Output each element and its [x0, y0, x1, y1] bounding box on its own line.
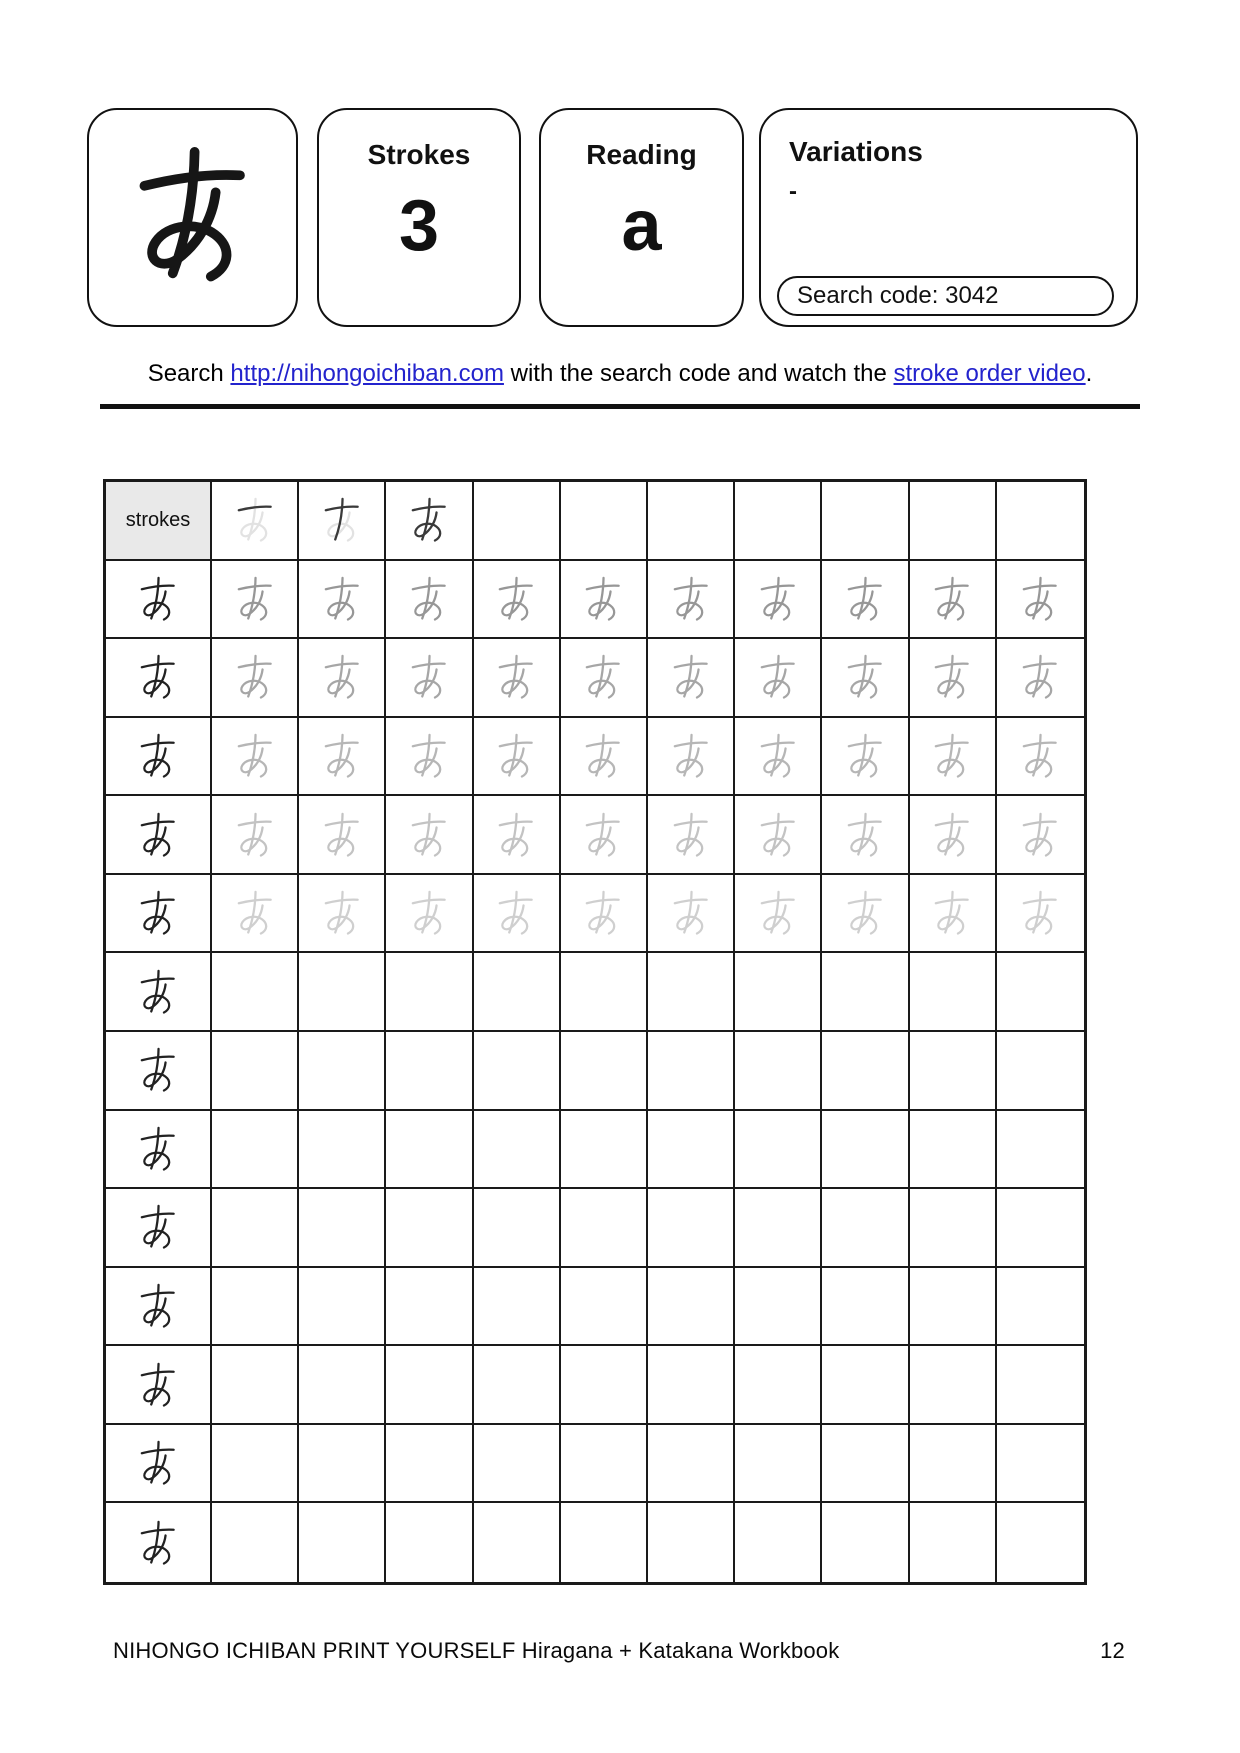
practice-cell	[997, 953, 1084, 1032]
practice-cell	[735, 1032, 822, 1111]
practice-cell	[735, 1346, 822, 1425]
section-divider	[100, 404, 1140, 409]
practice-cell	[997, 1425, 1084, 1504]
trace-character-cell	[910, 718, 997, 797]
kana-a-glyph	[751, 650, 805, 704]
practice-cell	[648, 1032, 735, 1111]
kana-a-glyph	[1013, 650, 1067, 704]
trace-character-cell	[910, 875, 997, 954]
kana-a-glyph	[1013, 886, 1067, 940]
trace-character-cell	[386, 561, 473, 640]
trace-character-cell	[997, 639, 1084, 718]
kana-a-glyph	[838, 808, 892, 862]
trace-character-cell	[299, 561, 386, 640]
practice-cell	[648, 1425, 735, 1504]
trace-character-cell	[386, 718, 473, 797]
kana-a-glyph	[315, 572, 369, 626]
model-character-cell	[106, 1268, 212, 1347]
kana-a-glyph	[228, 572, 282, 626]
practice-grid	[103, 479, 1087, 1585]
kana-a-glyph	[664, 572, 718, 626]
practice-cell	[910, 953, 997, 1032]
kana-a-glyph	[131, 886, 185, 940]
trace-character-cell	[910, 639, 997, 718]
trace-character-cell	[735, 875, 822, 954]
kana-a-glyph	[228, 650, 282, 704]
kana-a-glyph	[751, 886, 805, 940]
kana-a-glyph	[315, 493, 369, 547]
kana-a-glyph	[112, 134, 274, 296]
empty-cell	[997, 482, 1084, 561]
kana-a-glyph	[925, 808, 979, 862]
trace-character-cell	[561, 796, 648, 875]
practice-cell	[299, 1425, 386, 1504]
kana-a-glyph	[925, 729, 979, 783]
kana-a-glyph	[576, 808, 630, 862]
trace-character-cell	[648, 718, 735, 797]
trace-character-cell	[474, 796, 561, 875]
practice-cell	[735, 1268, 822, 1347]
practice-cell	[474, 1425, 561, 1504]
kana-a-glyph	[402, 572, 456, 626]
kana-a-glyph	[489, 886, 543, 940]
kana-a-glyph	[131, 1436, 185, 1490]
model-character-cell	[106, 1189, 212, 1268]
kana-a-glyph	[489, 808, 543, 862]
trace-character-cell	[997, 718, 1084, 797]
practice-cell	[561, 1032, 648, 1111]
kana-a-glyph	[664, 729, 718, 783]
practice-cell	[561, 953, 648, 1032]
practice-cell	[386, 1268, 473, 1347]
practice-cell	[997, 1189, 1084, 1268]
practice-cell	[212, 1032, 299, 1111]
variations-value: -	[789, 178, 797, 205]
trace-character-cell	[474, 561, 561, 640]
reading-value: a	[621, 185, 662, 266]
trace-character-cell	[212, 796, 299, 875]
kana-a-glyph	[131, 650, 185, 704]
model-character-cell	[106, 796, 212, 875]
workbook-title: NIHONGO ICHIBAN PRINT YOURSELF Hiragana + Katakana Workbook	[113, 1638, 840, 1663]
empty-cell	[735, 482, 822, 561]
stroke-hint-cell-2	[299, 482, 386, 561]
model-character-cell	[106, 1503, 212, 1582]
practice-cell	[386, 1346, 473, 1425]
nihongoichiban-link[interactable]: http://nihongoichiban.com	[230, 360, 504, 387]
practice-cell	[299, 1111, 386, 1190]
kana-a-glyph	[838, 572, 892, 626]
kana-a-glyph	[838, 886, 892, 940]
practice-cell	[822, 1268, 909, 1347]
trace-character-cell	[212, 561, 299, 640]
practice-cell	[299, 1189, 386, 1268]
kana-a-glyph	[751, 729, 805, 783]
kana-a-glyph	[131, 729, 185, 783]
kana-a-glyph	[131, 1043, 185, 1097]
practice-cell	[299, 1503, 386, 1582]
empty-cell	[910, 482, 997, 561]
model-character-cell	[106, 561, 212, 640]
kana-a-glyph	[131, 572, 185, 626]
practice-cell	[561, 1189, 648, 1268]
kana-a-glyph	[228, 729, 282, 783]
practice-cell	[212, 1425, 299, 1504]
model-character-cell	[106, 1346, 212, 1425]
practice-cell	[212, 1503, 299, 1582]
model-character-cell	[106, 1111, 212, 1190]
practice-cell	[997, 1346, 1084, 1425]
kana-a-glyph	[131, 808, 185, 862]
practice-cell	[910, 1032, 997, 1111]
kana-a-glyph	[315, 808, 369, 862]
practice-cell	[212, 1189, 299, 1268]
model-character-cell	[106, 1032, 212, 1111]
strokes-value: 3	[398, 185, 440, 266]
kana-a-glyph	[131, 965, 185, 1019]
kana-a-glyph	[489, 650, 543, 704]
kana-a-glyph	[131, 1200, 185, 1254]
strokes-label-cell: strokes	[106, 482, 212, 561]
page-footer	[113, 1638, 1125, 1664]
variations-label: Variations	[789, 136, 923, 167]
empty-cell	[561, 482, 648, 561]
kana-a-glyph	[838, 650, 892, 704]
kana-a-glyph	[131, 1516, 185, 1570]
model-character-cell	[106, 639, 212, 718]
kana-a-glyph	[576, 572, 630, 626]
kana-a-glyph	[751, 808, 805, 862]
kana-a-glyph	[315, 729, 369, 783]
instruction-prefix: Search	[147, 360, 231, 387]
trace-character-cell	[386, 875, 473, 954]
kana-a-glyph	[1013, 572, 1067, 626]
practice-cell	[212, 1111, 299, 1190]
kana-a-glyph	[576, 650, 630, 704]
trace-character-cell	[910, 561, 997, 640]
practice-cell	[822, 1503, 909, 1582]
practice-cell	[386, 1111, 473, 1190]
kana-a-glyph	[131, 1279, 185, 1333]
model-character-cell	[106, 875, 212, 954]
practice-cell	[474, 1189, 561, 1268]
practice-cell	[386, 953, 473, 1032]
practice-cell	[735, 1503, 822, 1582]
trace-character-cell	[561, 639, 648, 718]
practice-cell	[299, 1032, 386, 1111]
empty-cell	[822, 482, 909, 561]
practice-cell	[822, 1189, 909, 1268]
practice-cell	[822, 1425, 909, 1504]
trace-character-cell	[299, 875, 386, 954]
trace-character-cell	[648, 796, 735, 875]
kana-a-glyph	[402, 650, 456, 704]
practice-cell	[648, 1503, 735, 1582]
practice-cell	[299, 953, 386, 1032]
kana-a-glyph	[925, 650, 979, 704]
practice-cell	[997, 1268, 1084, 1347]
kana-a-glyph	[576, 886, 630, 940]
practice-cell	[386, 1503, 473, 1582]
trace-character-cell	[735, 639, 822, 718]
stroke-hint-cell-3	[386, 482, 473, 561]
strokes-box	[317, 108, 521, 327]
search-code-badge	[777, 276, 1114, 316]
trace-character-cell	[212, 718, 299, 797]
kana-a-glyph	[751, 572, 805, 626]
kana-a-glyph	[131, 1358, 185, 1412]
model-character-cell	[106, 1425, 212, 1504]
trace-character-cell	[212, 875, 299, 954]
practice-cell	[212, 953, 299, 1032]
practice-cell	[561, 1503, 648, 1582]
practice-cell	[735, 1111, 822, 1190]
practice-cell	[648, 953, 735, 1032]
practice-cell	[910, 1268, 997, 1347]
practice-cell	[910, 1425, 997, 1504]
practice-cell	[386, 1189, 473, 1268]
kana-a-glyph	[228, 886, 282, 940]
instruction-line	[0, 360, 1240, 388]
practice-cell	[561, 1425, 648, 1504]
trace-character-cell	[299, 718, 386, 797]
trace-character-cell	[474, 875, 561, 954]
trace-character-cell	[997, 561, 1084, 640]
practice-cell	[648, 1189, 735, 1268]
practice-cell	[910, 1111, 997, 1190]
practice-cell	[561, 1268, 648, 1347]
kana-a-glyph	[402, 493, 456, 547]
practice-cell	[474, 1268, 561, 1347]
practice-cell	[386, 1032, 473, 1111]
kana-a-glyph	[838, 729, 892, 783]
model-character-cell	[106, 718, 212, 797]
kana-a-glyph	[664, 808, 718, 862]
practice-cell	[299, 1346, 386, 1425]
empty-cell	[648, 482, 735, 561]
kana-a-glyph	[315, 650, 369, 704]
kana-a-glyph	[664, 650, 718, 704]
trace-character-cell	[299, 796, 386, 875]
practice-cell	[997, 1111, 1084, 1190]
trace-character-cell	[822, 561, 909, 640]
practice-cell	[822, 1111, 909, 1190]
practice-cell	[474, 953, 561, 1032]
model-character-cell	[106, 953, 212, 1032]
practice-cell	[910, 1189, 997, 1268]
trace-character-cell	[822, 875, 909, 954]
reading-label: Reading	[586, 139, 697, 170]
practice-cell	[735, 1189, 822, 1268]
trace-character-cell	[474, 639, 561, 718]
kana-a-glyph	[664, 886, 718, 940]
kana-a-glyph	[489, 729, 543, 783]
kana-a-glyph	[925, 886, 979, 940]
practice-cell	[997, 1503, 1084, 1582]
trace-character-cell	[648, 561, 735, 640]
kana-a-glyph	[131, 1122, 185, 1176]
instruction-middle: with the search code and watch the	[503, 360, 894, 387]
kana-a-glyph	[925, 572, 979, 626]
practice-cell	[648, 1346, 735, 1425]
empty-cell	[474, 482, 561, 561]
variations-box	[759, 108, 1138, 327]
reading-box	[539, 108, 744, 327]
practice-cell	[910, 1346, 997, 1425]
trace-character-cell	[735, 718, 822, 797]
kana-a-glyph	[402, 729, 456, 783]
practice-cell	[212, 1346, 299, 1425]
kana-a-glyph	[402, 808, 456, 862]
practice-cell	[474, 1503, 561, 1582]
trace-character-cell	[997, 875, 1084, 954]
practice-cell	[648, 1111, 735, 1190]
practice-cell	[822, 1346, 909, 1425]
practice-cell	[474, 1346, 561, 1425]
practice-cell	[474, 1032, 561, 1111]
practice-cell	[822, 953, 909, 1032]
practice-cell	[735, 953, 822, 1032]
practice-cell	[561, 1346, 648, 1425]
trace-character-cell	[561, 561, 648, 640]
stroke-hint-cell-1	[212, 482, 299, 561]
search-code-text: Search code: 3042	[797, 282, 999, 309]
trace-character-cell	[822, 796, 909, 875]
trace-character-cell	[735, 561, 822, 640]
practice-cell	[561, 1111, 648, 1190]
kana-a-glyph	[315, 886, 369, 940]
kana-a-glyph	[1013, 808, 1067, 862]
instruction-suffix: .	[1085, 360, 1093, 387]
trace-character-cell	[212, 639, 299, 718]
trace-character-cell	[997, 796, 1084, 875]
trace-character-cell	[648, 639, 735, 718]
kana-a-glyph	[576, 729, 630, 783]
practice-cell	[299, 1268, 386, 1347]
kana-a-glyph	[228, 493, 282, 547]
kana-a-glyph	[1013, 729, 1067, 783]
practice-cell	[910, 1503, 997, 1582]
trace-character-cell	[822, 718, 909, 797]
practice-cell	[212, 1268, 299, 1347]
kana-a-glyph	[402, 886, 456, 940]
practice-cell	[997, 1032, 1084, 1111]
practice-cell	[386, 1425, 473, 1504]
hiragana-a-glyph	[112, 134, 274, 301]
stroke-order-video-link[interactable]: stroke order video	[893, 360, 1086, 387]
page-number: 12	[1100, 1638, 1125, 1663]
practice-cell	[648, 1268, 735, 1347]
trace-character-cell	[474, 718, 561, 797]
character-box	[87, 108, 298, 327]
kana-a-glyph	[489, 572, 543, 626]
trace-character-cell	[561, 875, 648, 954]
trace-character-cell	[386, 639, 473, 718]
trace-character-cell	[299, 639, 386, 718]
practice-cell	[735, 1425, 822, 1504]
trace-character-cell	[648, 875, 735, 954]
trace-character-cell	[910, 796, 997, 875]
trace-character-cell	[561, 718, 648, 797]
practice-cell	[474, 1111, 561, 1190]
trace-character-cell	[735, 796, 822, 875]
practice-cell	[822, 1032, 909, 1111]
trace-character-cell	[822, 639, 909, 718]
trace-character-cell	[386, 796, 473, 875]
kana-a-glyph	[228, 808, 282, 862]
strokes-label: Strokes	[367, 139, 471, 170]
